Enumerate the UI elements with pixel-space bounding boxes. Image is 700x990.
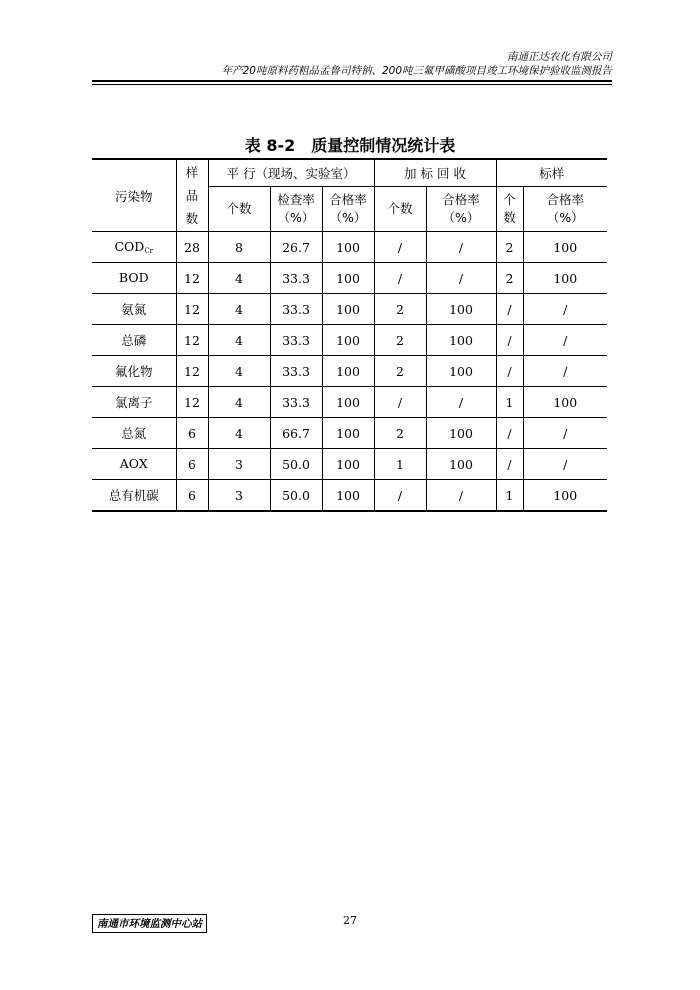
table-row [92,356,607,387]
cell-parallel-pass-rate: 100 [322,480,374,512]
cell-recovery-pass-rate: / [426,263,496,294]
table-row [92,480,607,512]
cell-parallel-pass-rate: 100 [322,418,374,449]
page-number: 27 [343,914,357,927]
cell-pollutant: 总氮 [92,418,176,449]
footer-station: 南通市环境监测中心站 [92,914,207,933]
cell-recovery-pass-rate: 100 [426,449,496,480]
table-row [92,232,607,263]
cell-samples: 6 [176,418,208,449]
cell-parallel-count: 4 [208,356,270,387]
cell-recovery-pass-rate: 100 [426,356,496,387]
cell-parallel-pass-rate: 100 [322,232,374,263]
cell-parallel-count: 4 [208,263,270,294]
col-standard-count: 个 数 [496,187,523,232]
cell-samples: 28 [176,232,208,263]
quality-control-table [92,158,607,512]
cell-samples: 12 [176,294,208,325]
cell-recovery-pass-rate: / [426,232,496,263]
col-parallel-check-rate: 检查率 （%） [270,187,322,232]
col-group-standard: 标样 [496,159,607,187]
cell-parallel-check-rate: 50.0 [270,449,322,480]
cell-parallel-check-rate: 33.3 [270,387,322,418]
col-group-parallel: 平 行（现场、实验室） [208,159,374,187]
page-header [92,50,612,78]
cell-parallel-check-rate: 50.0 [270,480,322,512]
cell-standard-count: 1 [496,480,523,512]
cell-recovery-count: 2 [374,325,426,356]
col-pollutant: 污染物 [92,159,176,232]
cell-samples: 12 [176,356,208,387]
cell-parallel-check-rate: 66.7 [270,418,322,449]
cell-standard-count: / [496,356,523,387]
cell-pollutant: 总磷 [92,325,176,356]
cell-parallel-pass-rate: 100 [322,263,374,294]
table-row [92,418,607,449]
cell-parallel-pass-rate: 100 [322,449,374,480]
cell-standard-pass-rate: / [523,418,607,449]
cell-pollutant: $COD_{Cr}$ [92,232,176,263]
cell-standard-pass-rate: 100 [523,232,607,263]
cell-standard-count: 2 [496,263,523,294]
cell-standard-count: / [496,449,523,480]
cell-parallel-check-rate: 33.3 [270,263,322,294]
cell-standard-pass-rate: / [523,294,607,325]
cell-pollutant: 氟化物 [92,356,176,387]
cell-standard-count: 1 [496,387,523,418]
col-parallel-count: 个数 [208,187,270,232]
cell-recovery-pass-rate: / [426,480,496,512]
cell-parallel-count: 4 [208,325,270,356]
cell-parallel-count: 3 [208,449,270,480]
cell-parallel-count: 4 [208,418,270,449]
cell-parallel-pass-rate: 100 [322,325,374,356]
cell-standard-pass-rate: 100 [523,263,607,294]
cell-standard-count: 2 [496,232,523,263]
cell-parallel-check-rate: 26.7 [270,232,322,263]
cell-standard-count: / [496,418,523,449]
col-standard-pass-rate: 合格率 （%） [523,187,607,232]
cell-pollutant: 氯离子 [92,387,176,418]
col-parallel-pass-rate: 合格率 （%） [322,187,374,232]
table-row [92,263,607,294]
cell-parallel-pass-rate: 100 [322,387,374,418]
cell-recovery-count: / [374,387,426,418]
cell-parallel-count: 8 [208,232,270,263]
header-company: 南通正达农化有限公司 [507,51,612,63]
cell-samples: 12 [176,387,208,418]
cell-parallel-check-rate: 33.3 [270,294,322,325]
cell-recovery-count: / [374,480,426,512]
cell-parallel-check-rate: 33.3 [270,325,322,356]
table-row [92,325,607,356]
cell-recovery-count: 2 [374,356,426,387]
cell-recovery-pass-rate: 100 [426,418,496,449]
cell-recovery-pass-rate: / [426,387,496,418]
cell-standard-pass-rate: 100 [523,387,607,418]
header-rule [92,80,612,82]
cell-recovery-count: 2 [374,418,426,449]
header-report-title: 年产20吨原料药粗品孟鲁司特钠、200吨三氟甲磺酸项目竣工环境保护验收监测报告 [221,65,612,77]
col-recovery-count: 个数 [374,187,426,232]
cell-pollutant: AOX [92,449,176,480]
cell-parallel-count: 3 [208,480,270,512]
cell-samples: 12 [176,263,208,294]
cell-recovery-count: 2 [374,294,426,325]
col-samples: 样 品 数 [176,159,208,232]
cell-pollutant: 总有机碳 [92,480,176,512]
cell-parallel-pass-rate: 100 [322,294,374,325]
cell-standard-pass-rate: / [523,449,607,480]
cell-standard-pass-rate: / [523,356,607,387]
cell-samples: 6 [176,449,208,480]
col-group-recovery: 加 标 回 收 [374,159,496,187]
cell-samples: 6 [176,480,208,512]
header-rule-thin [92,84,612,85]
table-row [92,449,607,480]
table-title: 表 8-2 质量控制情况统计表 [244,136,456,155]
col-recovery-pass-rate: 合格率 （%） [426,187,496,232]
cell-recovery-pass-rate: 100 [426,294,496,325]
cell-parallel-check-rate: 33.3 [270,356,322,387]
cell-standard-count: / [496,294,523,325]
table-row [92,294,607,325]
cell-recovery-count: 1 [374,449,426,480]
cell-recovery-count: / [374,232,426,263]
cell-parallel-count: 4 [208,387,270,418]
cell-pollutant: BOD [92,263,176,294]
cell-standard-pass-rate: 100 [523,480,607,512]
cell-standard-count: / [496,325,523,356]
cell-recovery-count: / [374,263,426,294]
cell-standard-pass-rate: / [523,325,607,356]
cell-parallel-count: 4 [208,294,270,325]
cell-parallel-pass-rate: 100 [322,356,374,387]
cell-pollutant: 氨氮 [92,294,176,325]
cell-samples: 12 [176,325,208,356]
table-row [92,387,607,418]
cell-recovery-pass-rate: 100 [426,325,496,356]
